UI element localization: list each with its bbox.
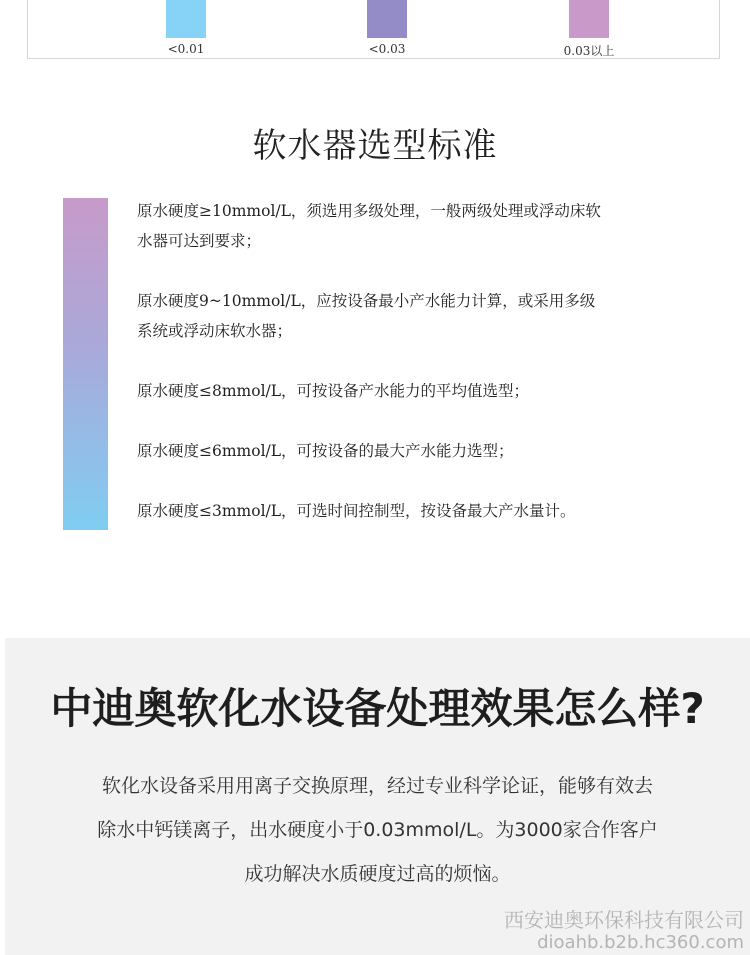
effect-line: 除水中钙镁离子，出水硬度小于0.03mmol/L。为3000家合作客户: [97, 819, 658, 841]
legend-label-low: <0.01: [167, 42, 205, 56]
rule-line: 原水硬度≥10mmol/L，须选用多级处理，一般两级处理或浮动床软: [137, 202, 601, 220]
legend-swatch-low: [166, 0, 206, 38]
legend-item-mid: [327, 0, 447, 56]
legend-swatch-mid: [367, 0, 407, 38]
legend-swatch-high: [569, 0, 609, 38]
effect-panel: [5, 638, 750, 955]
rule-item: [137, 286, 677, 346]
effect-description: [5, 764, 750, 896]
effect-line: 软化水设备采用用离子交换原理，经过专业科学论证，能够有效去: [101, 775, 653, 797]
effect-line: 成功解决水质硬度过高的烦恼。: [244, 863, 511, 885]
rule-item: [137, 496, 677, 526]
rule-line: 水器可达到要求；: [137, 232, 262, 250]
gradient-bar: [63, 198, 108, 530]
legend-label-mid: <0.03: [368, 42, 406, 56]
rule-line: 原水硬度≤6mmol/L，可按设备的最大产水能力选型；: [137, 442, 514, 460]
effect-heading: 中迪奥软化水设备处理效果怎么样?: [50, 684, 705, 733]
rule-item: [137, 196, 677, 256]
legend-item-high: [529, 0, 649, 59]
legend-label-high: 0.03以上: [563, 44, 615, 58]
rule-line: 原水硬度≤8mmol/L，可按设备产水能力的平均值选型；: [137, 382, 530, 400]
rule-item: [137, 376, 677, 406]
section-title: 软水器选型标准: [252, 126, 498, 166]
rule-item: [137, 436, 677, 466]
watermark: [504, 908, 744, 954]
rule-line: 原水硬度9~10mmol/L，应按设备最小产水能力计算，或采用多级: [137, 292, 596, 310]
hardness-legend: [27, 0, 720, 59]
watermark-url: dioahb.b2b.hc360.com: [537, 932, 744, 953]
selection-rules: [137, 196, 677, 526]
rule-line: 原水硬度≤3mmol/L，可选时间控制型，按设备最大产水量计。: [137, 502, 576, 520]
watermark-company: 西安迪奥环保科技有限公司: [504, 908, 744, 932]
rule-line: 系统或浮动床软水器；: [137, 322, 293, 340]
legend-item-low: [126, 0, 246, 56]
